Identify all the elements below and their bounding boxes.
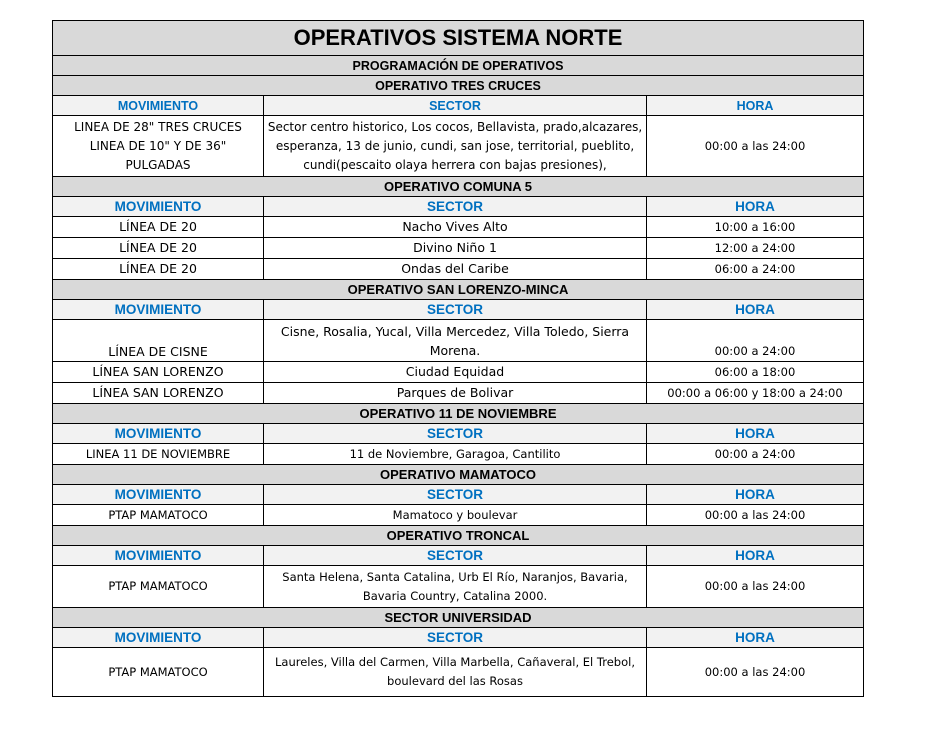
cell-hora: 00:00 a las 24:00 <box>647 505 864 526</box>
cell-hora: 12:00 a 24:00 <box>647 238 864 259</box>
table-row <box>53 238 864 259</box>
column-header-row <box>53 300 864 320</box>
cell-movimiento: PTAP MAMATOCO <box>53 648 264 697</box>
table-row <box>53 648 864 697</box>
column-header-hora: HORA <box>647 197 864 217</box>
column-header-sector: SECTOR <box>264 628 647 648</box>
section-title: OPERATIVO 11 DE NOVIEMBRE <box>53 404 864 424</box>
column-header-hora: HORA <box>647 96 864 116</box>
section-row <box>53 465 864 485</box>
cell-sector: Ciudad Equidad <box>264 362 647 383</box>
column-header-sector: SECTOR <box>264 424 647 444</box>
column-header-sector: SECTOR <box>264 300 647 320</box>
cell-hora: 00:00 a 06:00 y 18:00 a 24:00 <box>647 383 864 404</box>
cell-sector: Cisne, Rosalia, Yucal, Villa Mercedez, Villa Toledo, Sierra Morena. <box>264 320 647 362</box>
column-header-row <box>53 628 864 648</box>
column-header-movimiento: MOVIMIENTO <box>53 546 264 566</box>
table-row <box>53 116 864 177</box>
section-title: OPERATIVO TRES CRUCES <box>53 76 864 96</box>
column-header-movimiento: MOVIMIENTO <box>53 424 264 444</box>
column-header-movimiento: MOVIMIENTO <box>53 197 264 217</box>
column-header-hora: HORA <box>647 546 864 566</box>
section-row <box>53 177 864 197</box>
cell-movimiento: LÍNEA DE 20 <box>53 238 264 259</box>
cell-movimiento: LÍNEA DE 20 <box>53 217 264 238</box>
cell-sector: 11 de Noviembre, Garagoa, Cantilito <box>264 444 647 465</box>
table-row <box>53 383 864 404</box>
cell-sector: Parques de Bolivar <box>264 383 647 404</box>
column-header-hora: HORA <box>647 485 864 505</box>
column-header-sector: SECTOR <box>264 96 647 116</box>
cell-sector: Sector centro historico, Los cocos, Bellavista, prado,alcazares, esperanza, 13 de junio, cundi, san jose, territorial, pueblito, cundi(pescaito olaya herrera con bajas presiones), <box>264 116 647 177</box>
cell-movimiento: LÍNEA DE CISNE <box>53 320 264 362</box>
section-row <box>53 404 864 424</box>
cell-sector: Laureles, Villa del Carmen, Villa Marbella, Cañaveral, El Trebol, boulevard del las Rosas <box>264 648 647 697</box>
column-header-movimiento: MOVIMIENTO <box>53 300 264 320</box>
column-header-row <box>53 546 864 566</box>
section-title: OPERATIVO MAMATOCO <box>53 465 864 485</box>
cell-hora: 10:00 a 16:00 <box>647 217 864 238</box>
section-row <box>53 76 864 96</box>
page-title: OPERATIVOS SISTEMA NORTE <box>53 21 864 56</box>
column-header-row <box>53 96 864 116</box>
section-title: OPERATIVO COMUNA 5 <box>53 177 864 197</box>
cell-sector: Ondas del Caribe <box>264 259 647 280</box>
column-header-movimiento: MOVIMIENTO <box>53 485 264 505</box>
cell-movimiento: LINEA DE 28" TRES CRUCES LINEA DE 10" Y DE 36" PULGADAS <box>53 116 264 177</box>
title-row <box>53 21 864 56</box>
cell-hora: 06:00 a 24:00 <box>647 259 864 280</box>
cell-hora: 00:00 a las 24:00 <box>647 648 864 697</box>
column-header-hora: HORA <box>647 300 864 320</box>
column-header-row <box>53 485 864 505</box>
column-header-row <box>53 197 864 217</box>
cell-sector: Nacho Vives Alto <box>264 217 647 238</box>
table-row <box>53 566 864 608</box>
table-row <box>53 320 864 362</box>
column-header-sector: SECTOR <box>264 197 647 217</box>
cell-sector: Divino Niño 1 <box>264 238 647 259</box>
table-row <box>53 444 864 465</box>
cell-hora: 00:00 a 24:00 <box>647 320 864 362</box>
cell-movimiento: PTAP MAMATOCO <box>53 505 264 526</box>
section-title: OPERATIVO SAN LORENZO-MINCA <box>53 280 864 300</box>
cell-movimiento: PTAP MAMATOCO <box>53 566 264 608</box>
table-row <box>53 259 864 280</box>
cell-hora: 00:00 a 24:00 <box>647 444 864 465</box>
column-header-sector: SECTOR <box>264 546 647 566</box>
column-header-hora: HORA <box>647 424 864 444</box>
cell-movimiento: LÍNEA SAN LORENZO <box>53 362 264 383</box>
cell-hora: 06:00 a 18:00 <box>647 362 864 383</box>
column-header-movimiento: MOVIMIENTO <box>53 96 264 116</box>
table-row <box>53 505 864 526</box>
subtitle-row <box>53 56 864 76</box>
cell-hora: 00:00 a las 24:00 <box>647 116 864 177</box>
cell-movimiento: LÍNEA SAN LORENZO <box>53 383 264 404</box>
operativos-table <box>52 20 864 697</box>
section-row <box>53 280 864 300</box>
cell-sector: Santa Helena, Santa Catalina, Urb El Río, Naranjos, Bavaria, Bavaria Country, Catalina 2000. <box>264 566 647 608</box>
column-header-sector: SECTOR <box>264 485 647 505</box>
section-row <box>53 608 864 628</box>
table-row <box>53 362 864 383</box>
section-title: SECTOR UNIVERSIDAD <box>53 608 864 628</box>
cell-movimiento: LÍNEA DE 20 <box>53 259 264 280</box>
cell-hora: 00:00 a las 24:00 <box>647 566 864 608</box>
table-row <box>53 217 864 238</box>
column-header-hora: HORA <box>647 628 864 648</box>
cell-movimiento: LINEA 11 DE NOVIEMBRE <box>53 444 264 465</box>
section-row <box>53 526 864 546</box>
column-header-movimiento: MOVIMIENTO <box>53 628 264 648</box>
page-subtitle: PROGRAMACIÓN DE OPERATIVOS <box>53 56 864 76</box>
section-title: OPERATIVO TRONCAL <box>53 526 864 546</box>
cell-sector: Mamatoco y boulevar <box>264 505 647 526</box>
column-header-row <box>53 424 864 444</box>
